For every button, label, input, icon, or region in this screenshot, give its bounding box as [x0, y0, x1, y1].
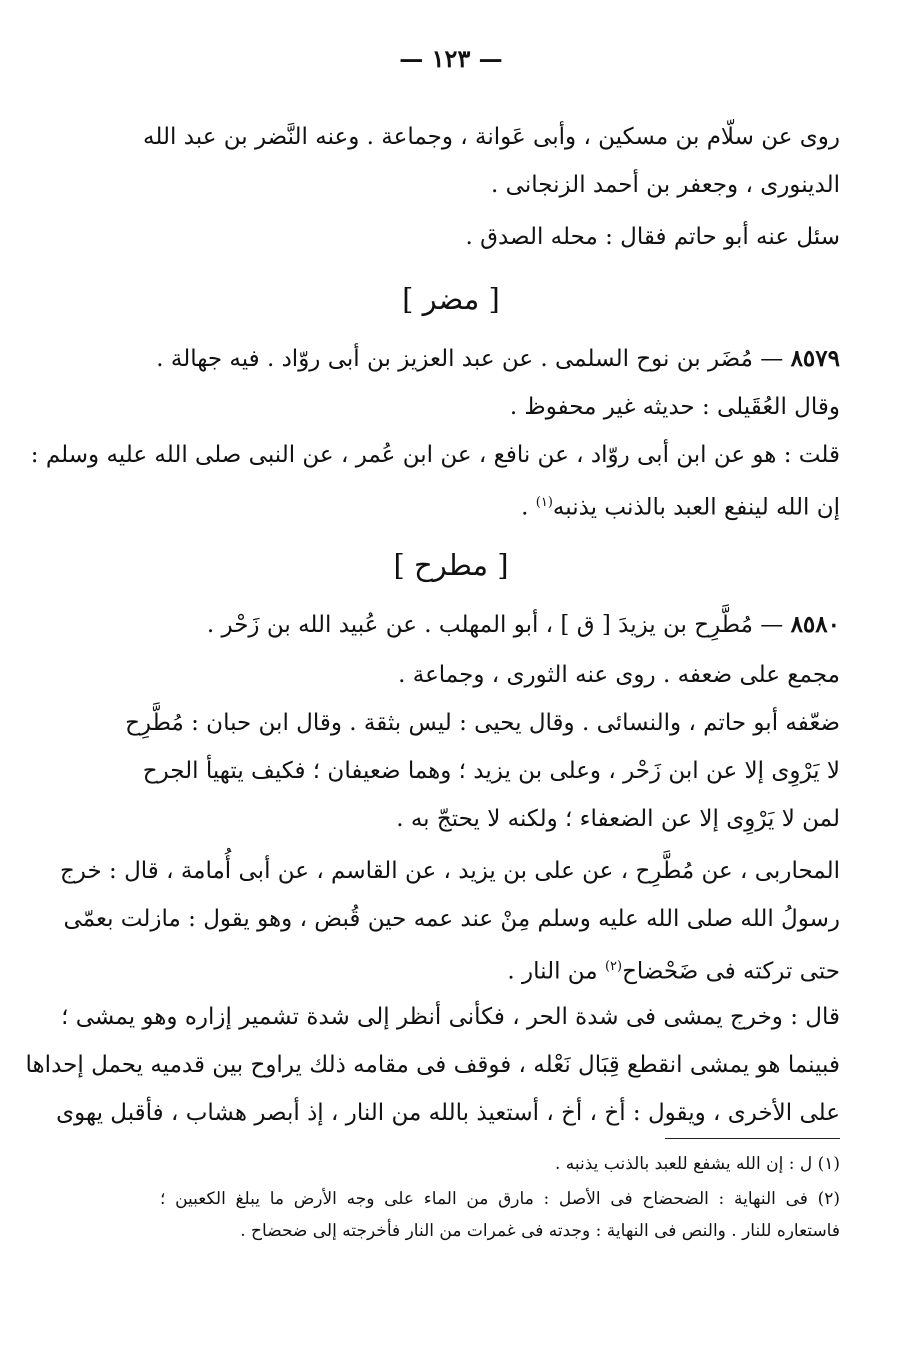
text-line-with-footnote — [160, 952, 840, 987]
text-fragment: إن الله لينفع العبد بالذنب يذنبه — [552, 494, 840, 521]
page-number: — ١٢٣ — — [399, 44, 503, 73]
text-line: روى عن سلّام بن مسكين ، وأبى عَوانة ، وجماعة . وعنه النَّضر بن عبد الله — [143, 124, 840, 150]
text-line: المحاربى ، عن مُطَّرِح ، عن على بن يزيد ، عن القاسم ، عن أبى أُمامة ، قال : خرج — [59, 858, 840, 884]
entry-number: ٨٥٨٠ — [790, 611, 840, 638]
text-line-with-footnote — [160, 488, 840, 523]
text-line: — مُطَّرِح بن يزيدَ [ ق ] ، أبو المهلب . عن عُبيد الله بن زَحْر . — [206, 612, 784, 638]
text-fragment: حتى تركته فى ضَحْضاح — [622, 958, 840, 985]
text-line: على الأخرى ، ويقول : أخ ، أخ ، أستعيذ بالله من النار ، إذ أبصر هشاب ، فأقبل يهوى — [56, 1100, 840, 1126]
text-line: رسولُ الله صلى الله عليه وسلم مِنْ عند عمه حين قُبض ، وهو يقول : مازلت بعمّى — [63, 906, 840, 932]
entry-number: ٨٥٧٩ — [790, 345, 840, 372]
entry-8579 — [156, 344, 840, 374]
footnote-1: (١) ل : إن الله يشفع للعبد بالذنب يذنبه . — [554, 1154, 840, 1174]
footnote-ref: (١) — [535, 495, 553, 510]
text-fragment: . — [521, 494, 536, 521]
footnote-2-continued: فاستعاره للنار . والنص فى النهاية : وجدته فى غمرات من النار فأخرجته إلى ضحضاح . — [240, 1221, 840, 1241]
text-line: وقال العُقَيلى : حديثه غير محفوظ . — [509, 394, 840, 420]
text-line: لمن لا يَرْوِى إلا عن الضعفاء ؛ ولكنه لا يحتجّ به . — [396, 806, 840, 832]
text-line: الدينورى ، وجعفر بن أحمد الزنجانى . — [491, 172, 840, 198]
section-heading-mudar — [0, 282, 902, 316]
text-line: قلت : هو عن ابن أبى روّاد ، عن نافع ، عن ابن عُمر ، عن النبى صلى الله عليه وسلم : — [30, 442, 840, 468]
section-heading-text: [ مضر ] — [402, 282, 500, 316]
text-line: لا يَرْوِى إلا عن ابن زَحْر ، وعلى بن يزيد ؛ وهما ضعيفان ؛ فكيف يتهيأ الجرح — [142, 758, 840, 784]
text-line: فبينما هو يمشى انقطع قِبَال نَعْله ، فوقف فى مقامه ذلك يراوح بين قدميه يحمل إحداها — [25, 1052, 840, 1078]
section-heading-text: [ مطرح ] — [393, 548, 509, 582]
text-line: قال : وخرج يمشى فى شدة الحر ، فكأنى أنظر إلى شدة تشمير إزاره وهو يمشى ؛ — [61, 1004, 840, 1030]
entry-8580 — [160, 610, 840, 640]
text-line: سئل عنه أبو حاتم فقال : محله الصدق . — [465, 224, 840, 250]
section-heading-mutarrih — [0, 548, 902, 582]
text-line: — مُضَر بن نوح السلمى . عن عبد العزيز بن أبى روّاد . فيه جهالة . — [156, 346, 784, 372]
text-line: مجمع على ضعفه . روى عنه الثورى ، وجماعة . — [398, 662, 840, 688]
footnote-2: (٢) فى النهاية : الضحضاح فى الأصل : مارق من الماء على وجه الأرض ما يبلغ الكعبين ؛ — [160, 1189, 840, 1209]
footnote-divider — [665, 1138, 840, 1139]
text-fragment: من النار . — [507, 958, 605, 985]
footnote-ref: (٢) — [604, 959, 623, 974]
text-line: ضعّفه أبو حاتم ، والنسائى . وقال يحيى : ليس بثقة . وقال ابن حبان : مُطَّرِح — [125, 710, 840, 736]
